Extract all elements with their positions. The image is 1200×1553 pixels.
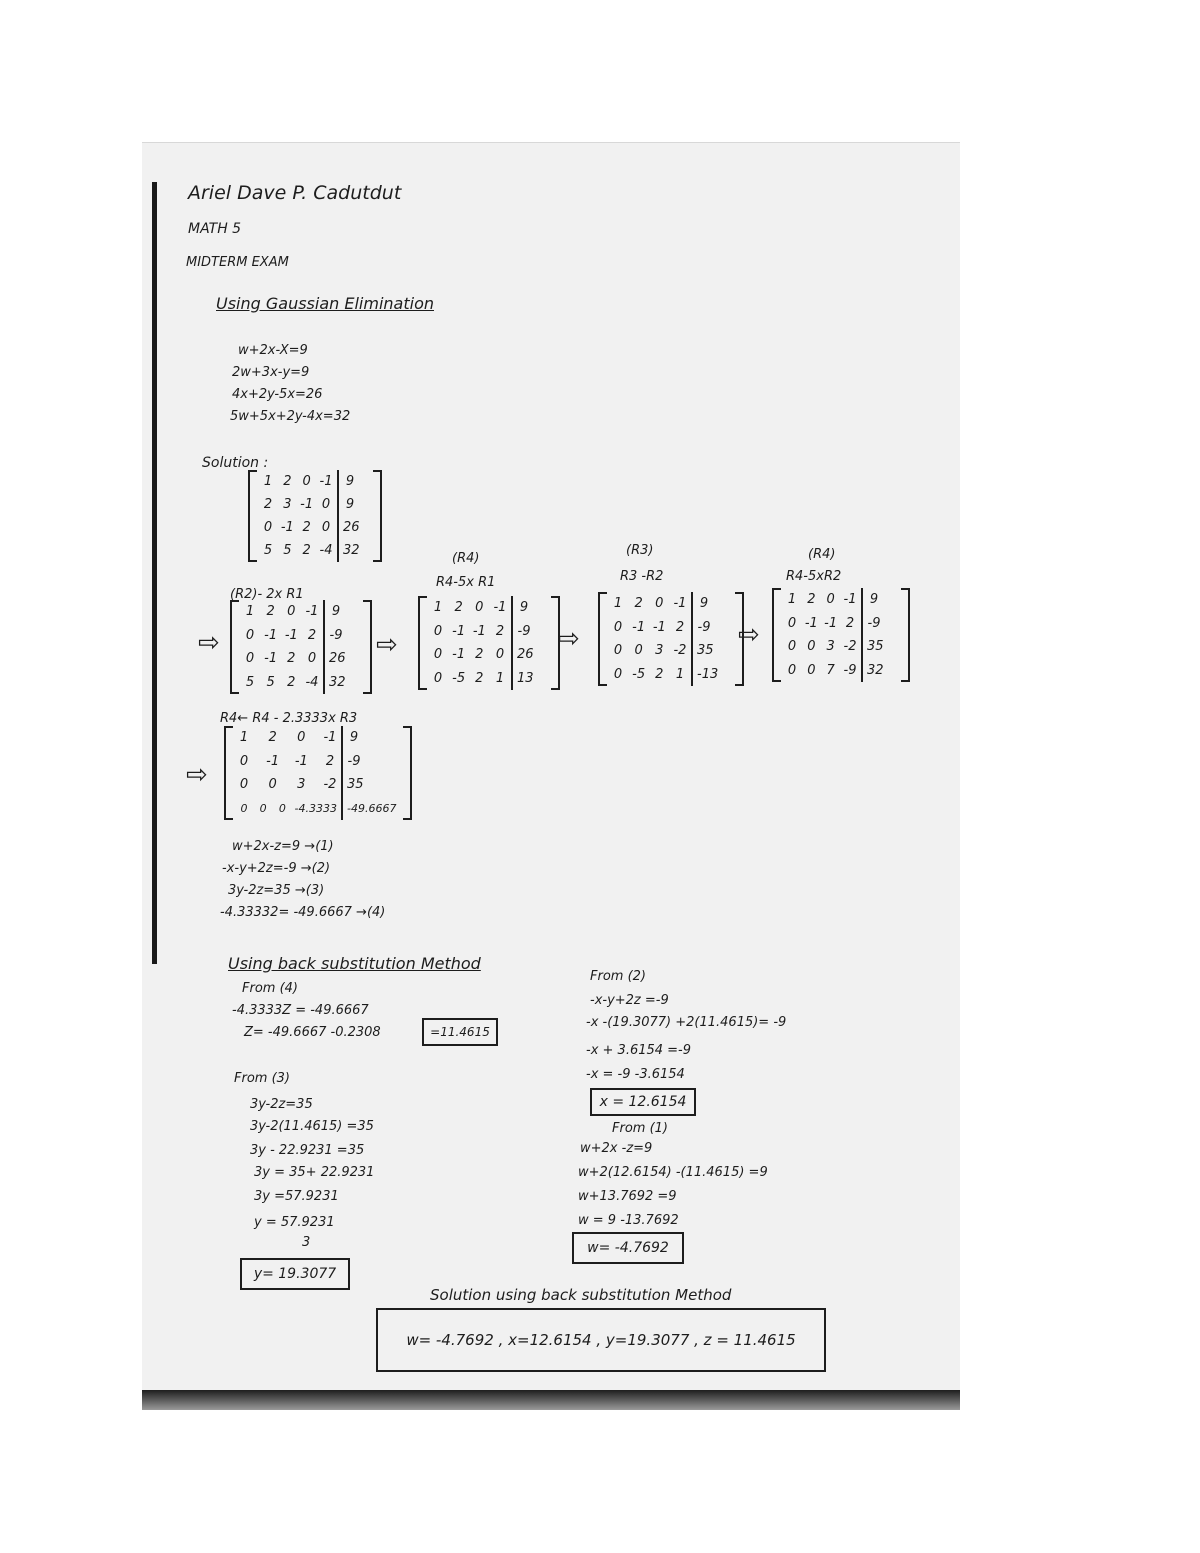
solution-label: Solution : — [202, 455, 269, 471]
from-3-denominator: 3 — [302, 1235, 311, 1250]
equation-4: 5w+5x+2y-4x=32 — [230, 409, 351, 424]
w-result-box: w= -4.7692 — [572, 1232, 684, 1264]
from-2-line-1: -x-y+2z =-9 — [590, 993, 669, 1008]
y-result-box: y= 19.3077 — [240, 1258, 350, 1290]
from-3-line-3: 3y - 22.9231 =35 — [250, 1143, 365, 1158]
paper-bottom-edge — [142, 1390, 960, 1410]
step-label-3: R3 -R2 — [620, 569, 664, 584]
step-label-3-top: (R3) — [626, 543, 654, 558]
from-3-line-6: y = 57.9231 — [254, 1215, 335, 1230]
implies-arrow-icon: ⇨ — [738, 620, 760, 650]
system-equation-3: 3y-2z=35 →(3) — [228, 883, 325, 898]
step-label-5: R4← R4 - 2.3333x R3 — [220, 711, 358, 726]
from-2-line-3: -x + 3.6154 =-9 — [586, 1043, 692, 1058]
from-1-label: From (1) — [612, 1121, 668, 1136]
from-1-line-1: w+2x -z=9 — [580, 1141, 653, 1156]
augmented-matrix-step-2: 1 2 0 -1 0 -1 -1 2 0 -1 2 0 0 -5 2 1 9 -9 26 13 — [418, 596, 560, 690]
from-4-line-1: -4.3333Z = -49.6667 — [232, 1003, 369, 1018]
system-equation-2: -x-y+2z=-9 →(2) — [222, 861, 331, 876]
from-3-line-1: 3y-2z=35 — [250, 1097, 313, 1112]
system-equation-1: w+2x-z=9 →(1) — [232, 839, 334, 854]
from-2-label: From (2) — [590, 969, 646, 984]
step-label-4: R4-5xR2 — [786, 569, 842, 584]
from-3-label: From (3) — [234, 1071, 290, 1086]
paper-left-shadow — [152, 182, 157, 964]
from-2-line-4: -x = -9 -3.6154 — [586, 1067, 685, 1082]
system-equation-4: -4.33332= -49.6667 →(4) — [220, 905, 386, 920]
from-1-line-4: w = 9 -13.7692 — [578, 1213, 679, 1228]
step-label-2: R4-5x R1 — [436, 575, 496, 590]
step-label-4-top: (R4) — [808, 547, 836, 562]
back-substitution-heading: Using back substitution Method — [228, 954, 481, 973]
from-2-line-2: -x -(19.3077) +2(11.4615)= -9 — [586, 1015, 787, 1030]
augmented-matrix-initial: 1 2 0 -1 2 3 -1 0 0 -1 2 0 5 5 2 -4 9 9 26 32 — [248, 470, 382, 562]
exam-label: MIDTERM EXAM — [186, 255, 289, 270]
course-label: MATH 5 — [188, 221, 242, 237]
equation-2: 2w+3x-y=9 — [232, 365, 310, 380]
augmented-matrix-step-1: 1 2 0 -1 0 -1 -1 2 0 -1 2 0 5 5 2 -4 9 -9 26 32 — [230, 600, 372, 694]
implies-arrow-icon: ⇨ — [186, 760, 208, 790]
from-4-label: From (4) — [242, 981, 298, 996]
from-4-line-2: Z= -49.6667 -0.2308 — [244, 1025, 381, 1040]
final-answer-box: w= -4.7692 , x=12.6154 , y=19.3077 , z = 11.4615 — [376, 1308, 826, 1372]
equation-3: 4x+2y-5x=26 — [232, 387, 323, 402]
step-label-2-top: (R4) — [452, 551, 480, 566]
augmented-matrix-step-5: 1 2 0 -1 0 -1 -1 2 0 0 3 -2 0 0 0 -4.3333 9 -9 35 -49.6667 — [224, 726, 412, 820]
augmented-matrix-step-4: 1 2 0 -1 0 -1 -1 2 0 0 3 -2 0 0 7 -9 9 -9 35 32 — [772, 588, 910, 682]
z-result-box: =11.4615 — [422, 1018, 498, 1046]
student-name: Ariel Dave P. Cadutdut — [188, 182, 402, 204]
equation-1: w+2x-X=9 — [238, 343, 308, 358]
step-label-1: (R2)- 2x R1 — [230, 587, 304, 602]
implies-arrow-icon: ⇨ — [558, 624, 580, 654]
from-1-line-3: w+13.7692 =9 — [578, 1189, 677, 1204]
implies-arrow-icon: ⇨ — [198, 628, 220, 658]
from-3-line-5: 3y =57.9231 — [254, 1189, 339, 1204]
x-result-box: x = 12.6154 — [590, 1088, 696, 1116]
gaussian-heading: Using Gaussian Elimination — [216, 294, 434, 313]
implies-arrow-icon: ⇨ — [376, 630, 398, 660]
final-solution-heading: Solution using back substitution Method — [430, 1286, 732, 1304]
from-3-line-4: 3y = 35+ 22.9231 — [254, 1165, 375, 1180]
from-1-line-2: w+2(12.6154) -(11.4615) =9 — [578, 1165, 768, 1180]
from-3-line-2: 3y-2(11.4615) =35 — [250, 1119, 374, 1134]
augmented-matrix-step-3: 1 2 0 -1 0 -1 -1 2 0 0 3 -2 0 -5 2 1 9 -9 35 -13 — [598, 592, 744, 686]
